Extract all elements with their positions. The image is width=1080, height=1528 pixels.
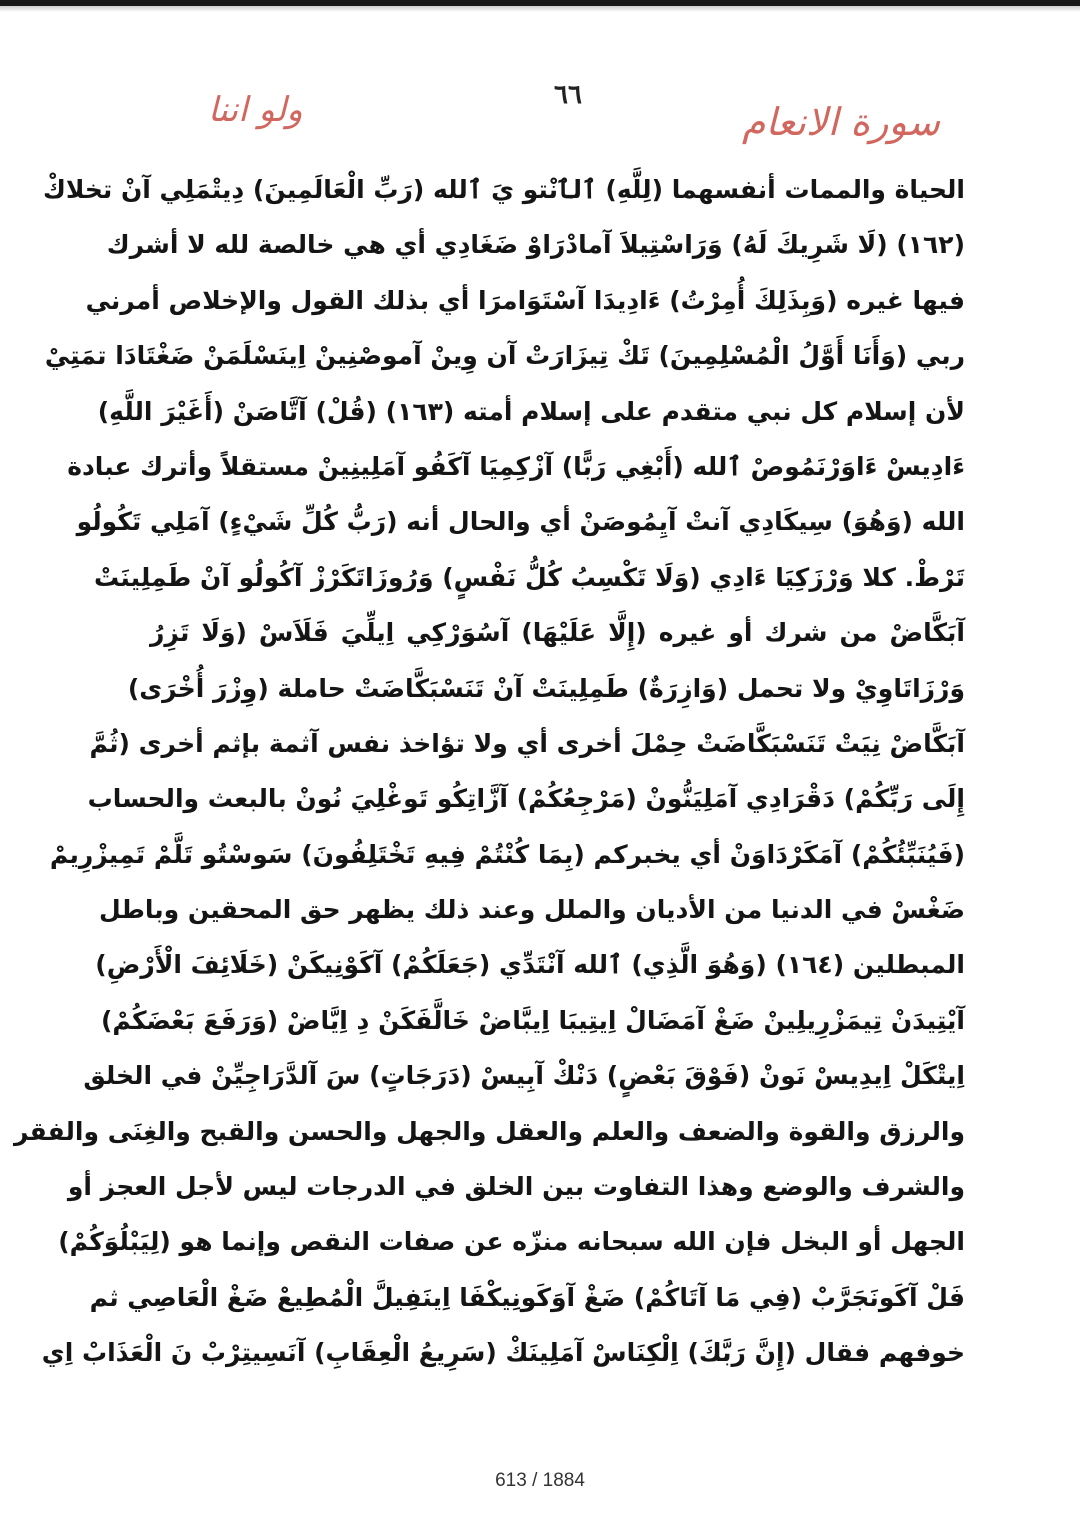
page-number: ٦٦	[554, 80, 582, 110]
text-line: آبَكَّاضْ من شرك أو غيره (إِلَّا عَلَيْهَا) آسُوَرْكِي اِيلِّيَ فَلَاَسْ (وَلَا تَزِرُ	[150, 618, 965, 648]
text-line: والرزق والقوة والضعف والعلم والعقل والجهل والحسن والقبح والغِنَى والفقر	[13, 1116, 965, 1146]
text-line: ءَادِيسْ ءَاوَرْنَمُوصْ ٱلله (أَبْغِي رَبًّا) آزْكِمِيَا آكَفُو آمَلِينِينْ مستقلاً وأترك عبادة	[67, 451, 965, 481]
text-line: المبطلين (١٦٤) (وَهُوَ الَّذِي) ٱلله آنْتَدِّي (جَعَلَكُمْ) آكَوْنِيكَنْ (خَلَائِفَ الْأَرْضِ)	[95, 950, 965, 980]
text-line: (١٦٢) (لَا شَرِيكَ لَهُ) وَرَاسْتِيلاَ آمادْرَاوْ ضَغَادِي أي هي خالصة لله لا أشرك	[106, 230, 965, 260]
text-line: فَلْ آكَونَجَرَّبْ (فِي مَا آتَاكُمْ) ضَغْ آوَكَونِيكْفَا اِينَفِيلَّ الْمُطِيعْ ضَغْ الْعَاصِي ثم	[89, 1282, 965, 1312]
text-line: الجهل أو البخل فإن الله سبحانه منزّه عن صفات النقص وإنما هو (لِيَبْلُوَكُمْ)	[58, 1227, 965, 1257]
page-body-text	[13, 162, 965, 1381]
text-line: اِيتْكَلْ اِيدِيسْ نَونْ (فَوْقَ بَعْضٍ) دَنْكْ آبِيسْ (دَرَجَاتٍ) سَ آلدَّرَاجِيِّنْ في الخلق	[83, 1061, 965, 1091]
text-line: آبَكَّاضْ نِيَتْ تَنَسْبَكَّاضَتْ حِمْلَ أخرى أي ولا تؤاخذ نفس آثمة بإثم أخرى (ثُمَّ	[89, 728, 965, 758]
text-line: (فَيُنَبِّئُكُمْ) آمَكَرْدَاوَنْ أي يخبركم (بِمَا كُنْتُمْ فِيهِ تَخْتَلِفُونَ) سَوسْتُو تَلَّمْ تَمِيزْرِيمْ	[49, 839, 965, 869]
handwritten-surah-name: سورة الانعام	[741, 100, 940, 144]
page-header	[150, 80, 960, 150]
text-line: الحياة والممات أنفسهما (لِلَّهِ) ٱلٱنْتو يَ ٱلله (رَبِّ الْعَالَمِينَ) دِيتْمَلِي آنْ تخلاكْ	[42, 175, 965, 204]
text-line: الله (وَهُوَ) سِيكَادِي آنتْ آيِمُوصَنْ أي والحال أنه (رَبُّ كُلِّ شَيْءٍ) آمَلِي تَكُولُو	[76, 507, 965, 537]
text-line: خوفهم فقال (إِنَّ رَبَّكَ) اِلْكِنَاسْ آمَلِينَكْ (سَرِيعُ الْعِقَابِ) آنَسِيتِرْبْ نَ الْعَذَابْ اِي	[41, 1338, 965, 1368]
text-line: والشرف والوضع وهذا التفاوت بين الخلق في الدرجات ليس لأجل العجز أو	[67, 1172, 965, 1202]
text-line: وَرْزَاتَاوِيْ ولا تحمل (وَازِرَةٌ) طَمِلِينَتْ آنْ تَنَسْبَكَّاضَتْ حاملة (وِزْرَ أُخْرَى)	[127, 673, 965, 703]
handwritten-note: ولو اننا	[208, 90, 303, 130]
text-line: فيها غيره (وَبِذَلِكَ أُمِرْتُ) ءَادِيدَا آسْتَوَامرَا أي بذلك القول والإخلاص أمرني	[85, 285, 965, 315]
text-line: ضَغْسْ في الدنيا من الأديان والملل وعند ذلك يظهر حق المحقين وباطل	[99, 895, 965, 925]
text-line: ربي (وَأَنَا أَوَّلُ الْمُسْلِمِينَ) تَكْ تِيزَارَتْ آن وِينْ آموصْنِينْ اِينَسْلَمَنْ ضَغْتَادَا تمَتِيْ	[44, 341, 965, 371]
page-indicator: 613 / 1884	[495, 1470, 585, 1491]
text-line: تَرْطْ. كلا وَرْزَكِيَا ءَادِي (وَلَا تَكْسِبُ كُلُّ نَفْسٍ) وَرُوزَاتَكَرْزْ آكُولُو آنْ طَمِلِينَتْ	[93, 562, 965, 592]
scan-shadow	[0, 6, 1080, 12]
text-line: آيْتِيدَنْ تِيمَزْرِيلِينْ ضَغْ آمَضَالْ اِيتِيبَا اِيبَّاضْ خَالَّفَكَنْ دِ اِيَّاضْ (وَرَفَعَ بَعْضَكُمْ)	[100, 1005, 965, 1035]
text-line: إِلَى رَبِّكُمْ) دَقْرَادِي آمَلِيَنُّونْ (مَرْجِعُكُمْ) آزَّاتِكُو تَوغْلِيَ نُونْ بالبعث والحساب	[87, 784, 965, 814]
text-line: لأن إسلام كل نبي متقدم على إسلام أمته (١٦٣) (قُلْ) آتَّاصَنْ (أَغَيْرَ اللَّهِ)	[97, 396, 965, 426]
